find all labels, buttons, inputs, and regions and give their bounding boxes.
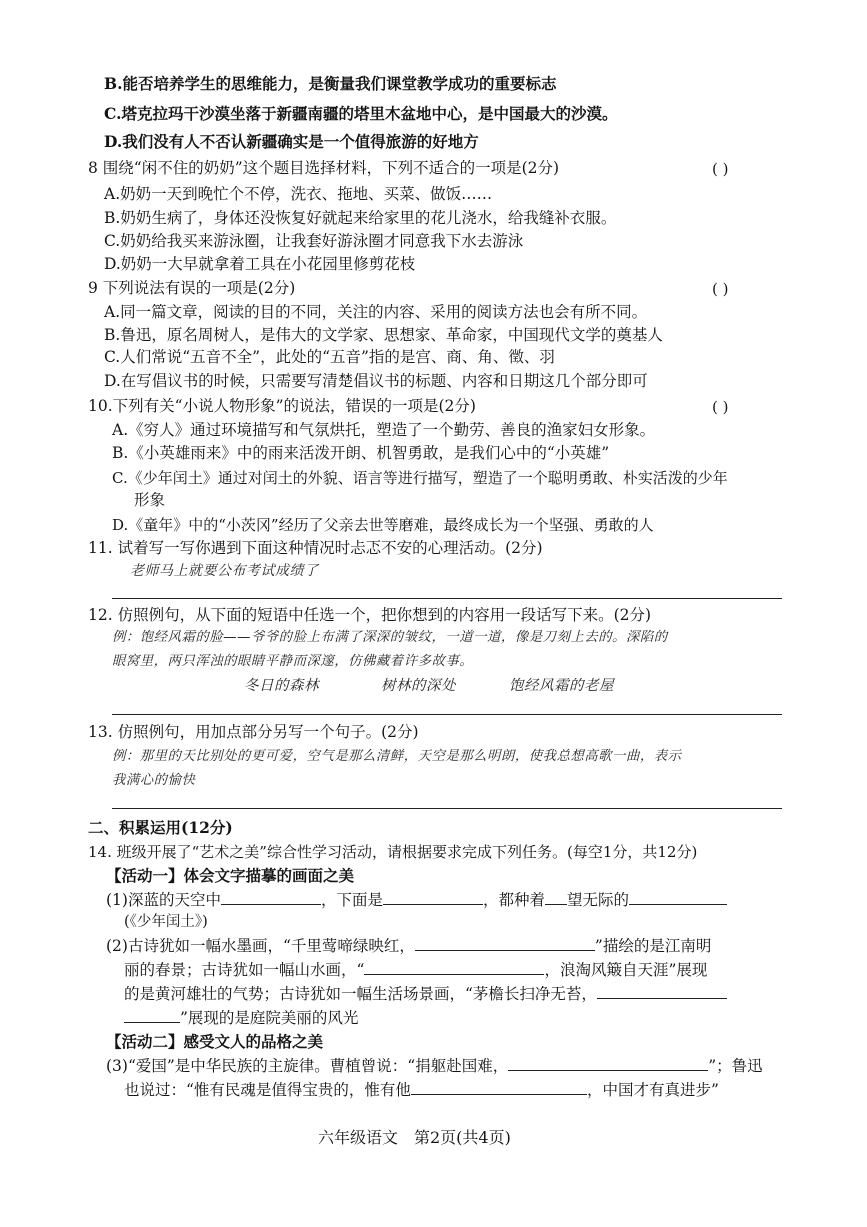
q12-choice-2: 树林的深处 — [381, 678, 456, 694]
item3-text-2b: ，中国才有真进步” — [586, 1081, 719, 1099]
q9-answer-paren[interactable]: ( ) — [712, 280, 729, 298]
q14-item-2-line1 — [106, 936, 711, 956]
item2-blank-3b[interactable] — [124, 1008, 180, 1023]
item2-text-1a: (2)古诗犹如一幅水墨画，“千里莺啼绿映红， — [106, 937, 415, 955]
item3-text-2a: 也说过：“惟有民魂是值得宝贵的，惟有他 — [124, 1081, 411, 1099]
item2-text-3a: 的是黄河雄壮的气势；古诗犹如一幅生活场景画，“茅檐长扫净无苔， — [124, 985, 597, 1003]
q11-stem: 11. 试着写一写你遇到下面这种情况时忐忑不安的心理活动。(2分) — [88, 539, 543, 557]
item1-blank-4[interactable] — [629, 890, 727, 905]
q7-option-c: C.塔克拉玛干沙漠坐落于新疆南疆的塔里木盆地中心，是中国最大的沙漠。 — [104, 104, 618, 123]
item2-text-4b: ”展现的是庭院美丽的风光 — [180, 1009, 359, 1027]
activity-1-title: 【活动一】体会文字描摹的画面之美 — [106, 866, 355, 885]
q12-choice-1: 冬日的森林 — [244, 678, 319, 694]
q8-stem: 8 围绕“闲不住的奶奶”这个题目选择材料，下列不适合的一项是(2分) — [88, 159, 560, 177]
q12-example-line1: 例：饱经风霜的脸——爷爷的脸上布满了深深的皱纹，一道一道，像是刀刻上去的。深陷的 — [112, 630, 668, 645]
q11-prompt: 老师马上就要公布考试成绩了 — [130, 563, 319, 579]
q7-option-b: B.能否培养学生的思维能力，是衡量我们课堂教学成功的重要标志 — [104, 74, 557, 93]
item1-text-d: 望无际的 — [567, 891, 630, 909]
q10-answer-paren[interactable]: ( ) — [712, 398, 729, 416]
item2-blank-1[interactable] — [415, 936, 595, 951]
item3-text-1a: (3)“爱国”是中华民族的主旋律。曹植曾说：“捐躯赴国难， — [106, 1057, 509, 1075]
item1-blank-2[interactable] — [383, 890, 483, 905]
q14-item-2-line4 — [124, 1008, 358, 1028]
q9-option-d: D.在写倡议书的时候，只需要写清楚倡议书的标题、内容和日期这几个部分即可 — [104, 372, 648, 390]
q8-option-d: D.奶奶一大早就拿着工具在小花园里修剪花枝 — [104, 255, 416, 273]
q14-stem: 14. 班级开展了“艺术之美”综合性学习活动，请根据要求完成下列任务。(每空1分，共12分) — [88, 843, 698, 861]
page-footer: 六年级语文 第2页(共4页) — [318, 1128, 511, 1147]
q14-item-2-line3 — [124, 984, 727, 1004]
q10-option-c-cont: 形象 — [134, 491, 166, 509]
q14-item-1 — [106, 890, 727, 910]
q8-option-a: A.奶奶一天到晚忙个不停，洗衣、拖地、买菜、做饭…… — [104, 185, 493, 203]
q9-stem: 9 下列说法有误的一项是(2分) — [88, 279, 296, 297]
q13-example-line1: 例：那里的天比别处的更可爱，空气是那么清鲜，天空是那么明朗，使我总想高歌一曲，表示 — [112, 749, 682, 764]
q14-item-3-line2 — [124, 1080, 719, 1100]
activity-2-title: 【活动二】感受文人的品格之美 — [106, 1032, 324, 1051]
q11-answer-line[interactable] — [112, 598, 782, 599]
section-2-title: 二、积累运用(12分) — [88, 818, 233, 837]
q12-choice-3: 饱经风霜的老屋 — [509, 678, 614, 694]
q9-option-b: B.鲁迅，原名周树人，是伟大的文学家、思想家、革命家，中国现代文学的奠基人 — [104, 326, 663, 344]
q10-stem: 10.下列有关“小说人物形象”的说法，错误的一项是(2分) — [88, 397, 476, 415]
q10-option-a: A.《穷人》通过环境描写和气氛烘托，塑造了一个勤劳、善良的渔家妇女形象。 — [112, 421, 656, 439]
q12-answer-line[interactable] — [112, 714, 782, 715]
item2-text-1b: ”描绘的是江南明 — [594, 937, 712, 955]
q7-option-d: D.我们没有人不否认新疆确实是一个值得旅游的好地方 — [104, 132, 479, 151]
item2-text-2a: 丽的春景；古诗犹如一幅山水画，“ — [124, 961, 365, 979]
q14-item-2-line2 — [124, 960, 707, 980]
q8-option-c: C.奶奶给我买来游泳圈，让我套好游泳圈才同意我下水去游泳 — [104, 232, 524, 250]
item1-text-c: ，都种着 — [482, 891, 545, 909]
q13-stem: 13. 仿照例句，用加点部分另写一个句子。(2分) — [88, 723, 419, 741]
item3-blank-2[interactable] — [411, 1080, 587, 1095]
item2-text-2b: ，浪淘风簸自天涯”展现 — [544, 961, 708, 979]
item1-blank-1[interactable] — [221, 890, 321, 905]
item1-text-a: (1)深蓝的天空中 — [106, 891, 221, 909]
q8-option-b: B.奶奶生病了，身体还没恢复好就起来给家里的花儿浇水，给我缝补衣服。 — [104, 209, 617, 227]
item1-source: (《少年闰土》) — [124, 914, 208, 930]
item3-text-1b: ”；鲁迅 — [708, 1057, 763, 1075]
item2-blank-2[interactable] — [364, 960, 544, 975]
q12-stem: 12. 仿照例句，从下面的短语中任选一个，把你想到的内容用一段话写下来。(2分) — [88, 606, 652, 624]
q10-option-b: B.《小英雄雨来》中的雨来活泼开朗、机智勇敢，是我们心中的“小英雄” — [112, 444, 610, 462]
q9-option-a: A.同一篇文章，阅读的目的不同，关注的内容、采用的阅读方法也会有所不同。 — [104, 303, 648, 321]
q14-item-3-line1 — [106, 1056, 763, 1076]
q10-option-d: D.《童年》中的“小茨冈”经历了父亲去世等磨难，最终成长为一个坚强、勇敢的人 — [112, 516, 654, 534]
item1-blank-3[interactable] — [545, 890, 567, 905]
q9-option-c: C.人们常说“五音不全”，此处的“五音”指的是宫、商、角、徵、羽 — [104, 348, 555, 366]
q10-option-c: C.《少年闰土》通过对闰土的外貌、语言等进行描写，塑造了一个聪明勇敢、朴实活泼的少年 — [112, 469, 728, 487]
q13-answer-line[interactable] — [112, 808, 782, 809]
item3-blank-1[interactable] — [508, 1056, 708, 1071]
q12-example-line2: 眼窝里，两只浑浊的眼睛平静而深邃，仿佛藏着许多故事。 — [112, 654, 474, 669]
item2-blank-3a[interactable] — [597, 984, 727, 999]
item1-text-b: ，下面是 — [320, 891, 383, 909]
q13-example-line2: 我满心的愉快 — [112, 773, 196, 788]
q8-answer-paren[interactable]: ( ) — [712, 160, 729, 178]
